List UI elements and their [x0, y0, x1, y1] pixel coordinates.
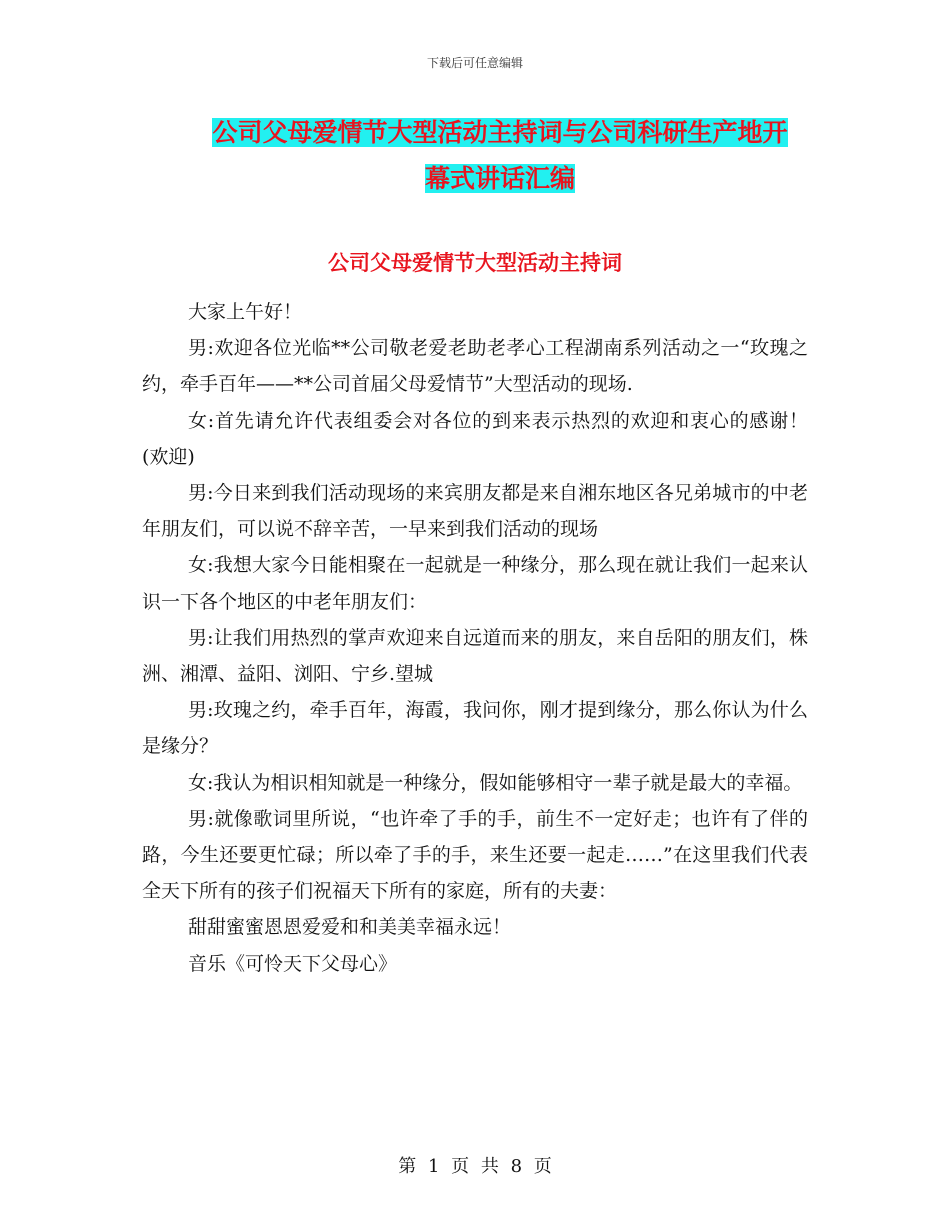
document-body	[142, 294, 808, 982]
paragraph: 男:今日来到我们活动现场的来宾朋友都是来自湘东地区各兄弟城市的中老年朋友们，可以说不辞辛苦，一早来到我们活动的现场	[142, 482, 808, 541]
document-title-line-2: 幕式讲话汇编	[424, 164, 575, 193]
document-title-line-1: 公司父母爱情节大型活动主持词与公司科研生产地开	[212, 118, 788, 147]
section-title: 公司父母爱情节大型活动主持词	[328, 251, 622, 275]
paragraph: 女:首先请允许代表组委会对各位的到来表示热烈的欢迎和衷心的感谢！(欢迎)	[142, 409, 808, 468]
page-footer: 第 1 页 共 8 页	[398, 1156, 552, 1177]
paragraph: 甜甜蜜蜜恩恩爱爱和和美美幸福永远！	[188, 916, 512, 939]
paragraph: 大家上午好！	[188, 301, 303, 323]
paragraph: 男:就像歌词里所说，“也许牵了手的手，前生不一定好走；也许有了伴的路，今生还要更忙碌；所以牵了手的手，来生还要一起走……”在这里我们代表全天下所有的孩子们祝福天下所有的家庭，所有的夫妻：	[142, 807, 808, 903]
paragraph: 音乐《可怜天下父母心》	[188, 952, 398, 975]
paragraph: 女:我想大家今日能相聚在一起就是一种缘分，那么现在就让我们一起来认识一下各个地区的中老年朋友们：	[142, 554, 808, 613]
paragraph: 男:让我们用热烈的掌声欢迎来自远道而来的朋友，来自岳阳的朋友们，株洲、湘潭、益阳、浏阳、宁乡.望城	[142, 626, 808, 686]
paragraph: 男:玫瑰之约，牵手百年，海霞，我问你，刚才提到缘分，那么你认为什么是缘分？	[142, 699, 808, 758]
paragraph: 男:欢迎各位光临**公司敬老爱老助老孝心工程湖南系列活动之一“玫瑰之约，牵手百年——**公司首届父母爱情节”大型活动的现场.	[142, 337, 808, 396]
paragraph: 女:我认为相识相知就是一种缘分，假如能够相守一辈子就是最大的幸福。	[188, 771, 803, 794]
document-title	[150, 110, 850, 202]
page-header-note: 下载后可任意编辑	[426, 56, 523, 70]
